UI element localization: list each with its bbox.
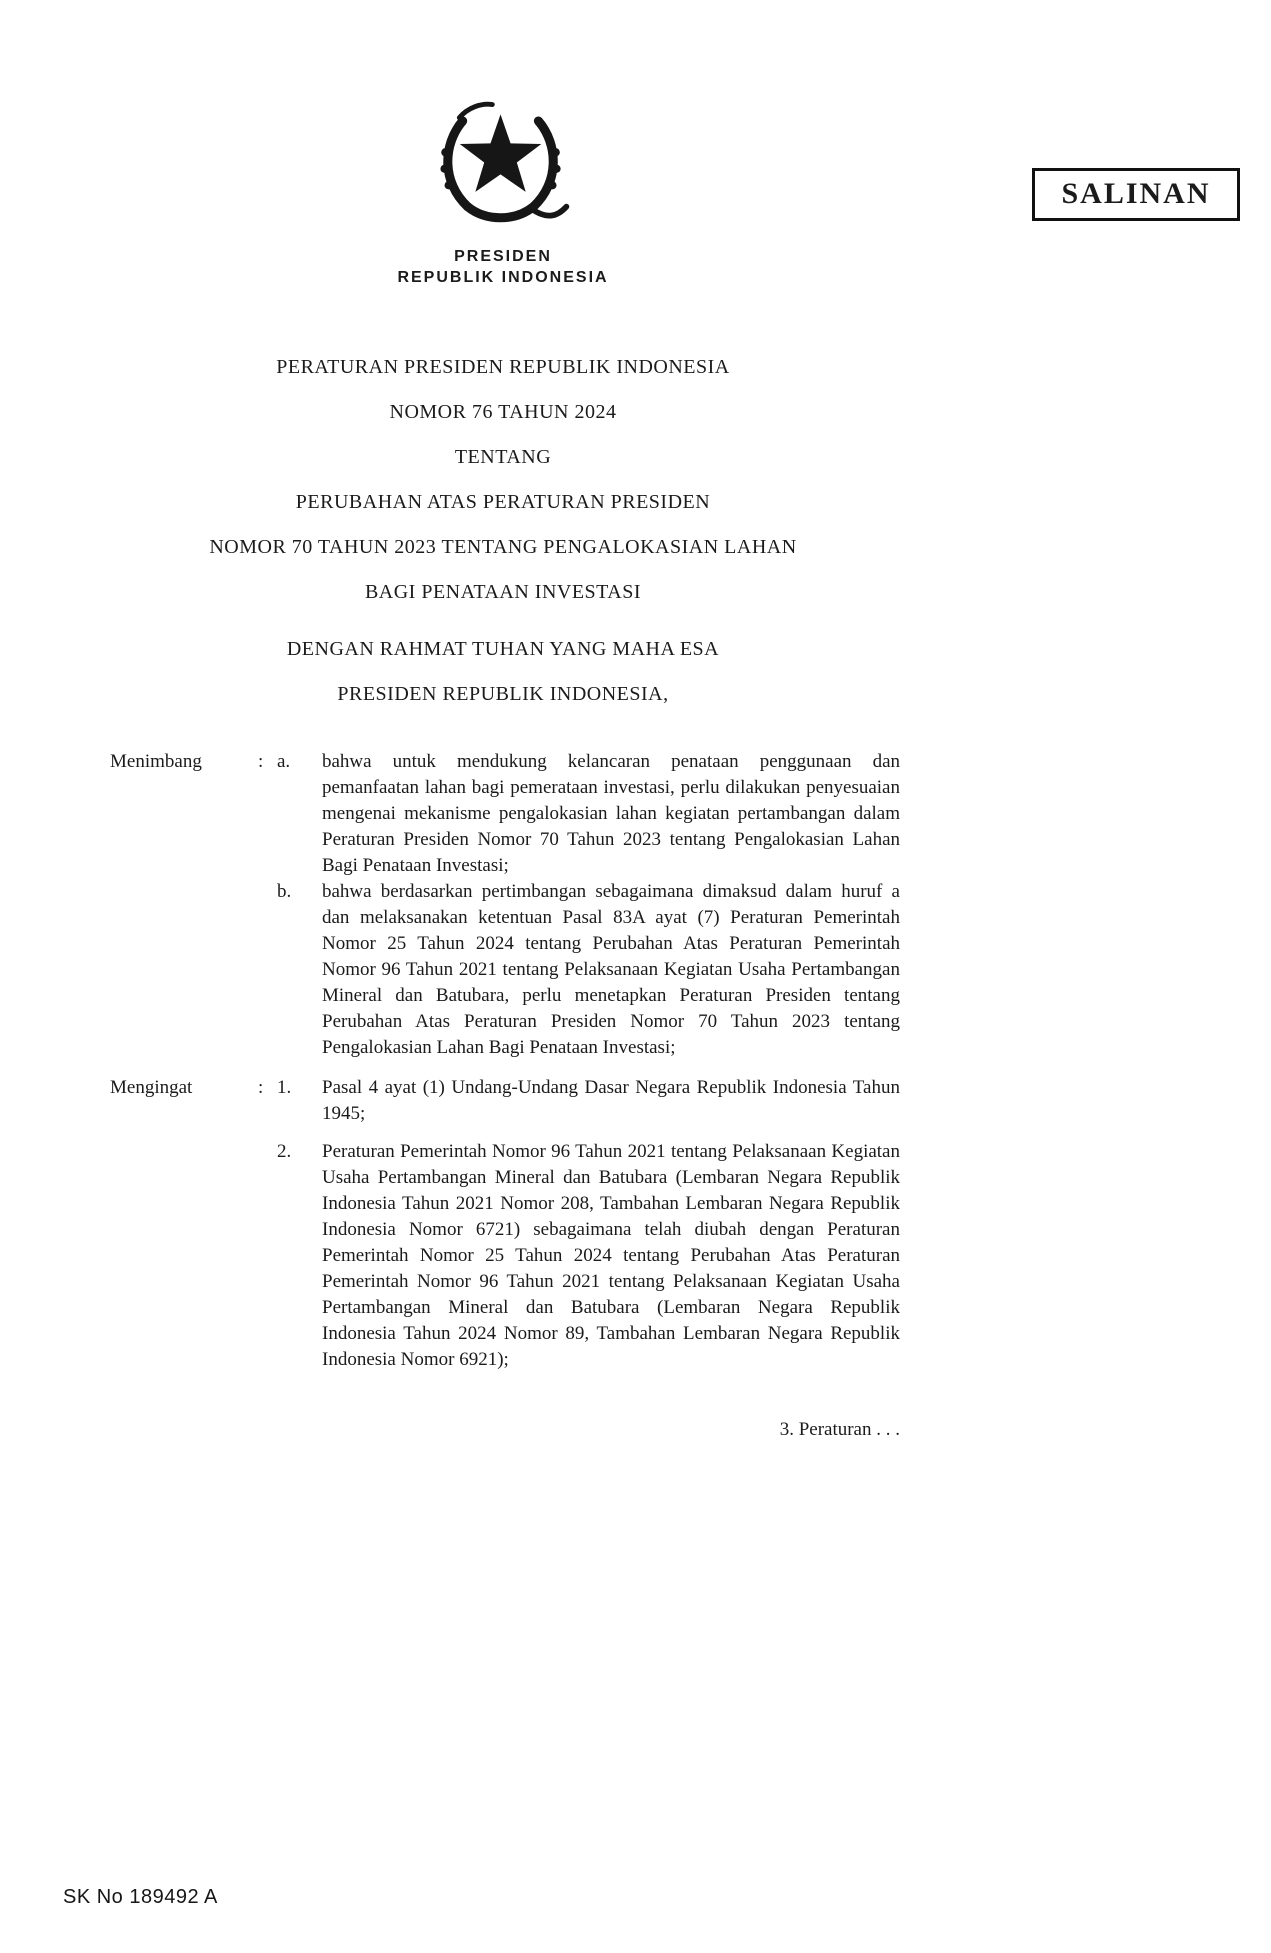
mengingat-item-1-marker: 1. — [277, 1077, 292, 1098]
title-line-subject-3: BAGI PENATAAN INVESTASI — [364, 581, 642, 603]
title-line-regulation: PERATURAN PRESIDEN REPUBLIK INDONESIA — [276, 356, 730, 378]
title-line-number: NOMOR 76 TAHUN 2024 — [389, 401, 617, 423]
enacting-authority-line: PRESIDEN REPUBLIK INDONESIA, — [337, 683, 669, 705]
letterhead-presiden: PRESIDEN — [454, 248, 552, 265]
mengingat-item-1-text: Pasal 4 ayat (1) Undang-Undang Dasar Negara Republik Indonesia Tahun 1945; — [322, 1077, 900, 1124]
salinan-stamp — [1032, 168, 1240, 221]
menimbang-item-a-text: bahwa untuk mendukung kelancaran penataan penggunaan dan pemanfaatan lahan bagi pemerataan investasi, perlu dilakukan penyesuaian mengenai mekanisme pengalokasian lahan kegiatan pertambangan dalam Peraturan Presiden Nomor 70 Tahun 2023 tentang Pengalokasian Lahan Bagi Penataan Investasi; — [322, 751, 900, 876]
salinan-stamp-label: SALINAN — [1061, 177, 1211, 210]
menimbang-colon: : — [258, 751, 264, 772]
regulation-title-block — [0, 357, 1006, 603]
mengingat-label: Mengingat — [110, 1077, 193, 1098]
letterhead — [0, 0, 1006, 287]
menimbang-item-b — [110, 879, 900, 1061]
preamble-clauses — [0, 749, 900, 1373]
title-line-tentang: TENTANG — [454, 446, 552, 468]
mengingat-colon: : — [258, 1077, 264, 1098]
mengingat-item-1 — [110, 1075, 900, 1127]
menimbang-item-b-marker: b. — [277, 881, 292, 902]
sk-number: SK No 189492 A — [63, 1886, 218, 1908]
invocation-line: DENGAN RAHMAT TUHAN YANG MAHA ESA — [286, 638, 720, 660]
menimbang-label: Menimbang — [110, 751, 202, 772]
mengingat-item-2-marker: 2. — [277, 1141, 292, 1162]
mengingat-item-2 — [110, 1139, 900, 1373]
title-line-subject-1: PERUBAHAN ATAS PERATURAN PRESIDEN — [295, 491, 711, 513]
mengingat-item-2-text: Peraturan Pemerintah Nomor 96 Tahun 2021 tentang Pelaksanaan Kegiatan Usaha Pertambangan Mineral dan Batubara (Lembaran Negara Republik Indonesia Tahun 2021 Nomor 208, Tambahan Lembaran Negara Republik Indonesia Nomor 6721) sebagaimana telah diubah dengan Peraturan Pemerintah Nomor 25 Tahun 2024 tentang Perubahan Atas Peraturan Pemerintah Nomor 96 Tahun 2021 tentang Pelaksanaan Kegiatan Usaha Pertambangan Mineral dan Batubara (Lembaran Negara Republik Indonesia Tahun 2024 Nomor 89, Tambahan Lembaran Negara Republik Indonesia Nomor 6921); — [322, 1141, 900, 1370]
menimbang-item-b-text: bahwa berdasarkan pertimbangan sebagaimana dimaksud dalam huruf a dan melaksanakan ketentuan Pasal 83A ayat (7) Peraturan Pemerintah Nomor 25 Tahun 2024 tentang Perubahan Atas Peraturan Pemerintah Nomor 96 Tahun 2021 tentang Pelaksanaan Kegiatan Usaha Pertambangan Mineral dan Batubara, perlu menetapkan Peraturan Presiden tentang Perubahan Atas Peraturan Presiden Nomor 70 Tahun 2023 tentang Pengalokasian Lahan Bagi Penataan Investasi; — [322, 881, 900, 1058]
title-line-subject-2: NOMOR 70 TAHUN 2023 TENTANG PENGALOKASIAN LAHAN — [209, 536, 797, 558]
letterhead-republik-indonesia: REPUBLIK INDONESIA — [397, 269, 609, 286]
presidential-emblem-icon — [433, 88, 573, 238]
menimbang-item-a — [110, 749, 900, 879]
page-catchword: 3. Peraturan . . . — [779, 1419, 900, 1440]
menimbang-item-a-marker: a. — [277, 751, 291, 772]
